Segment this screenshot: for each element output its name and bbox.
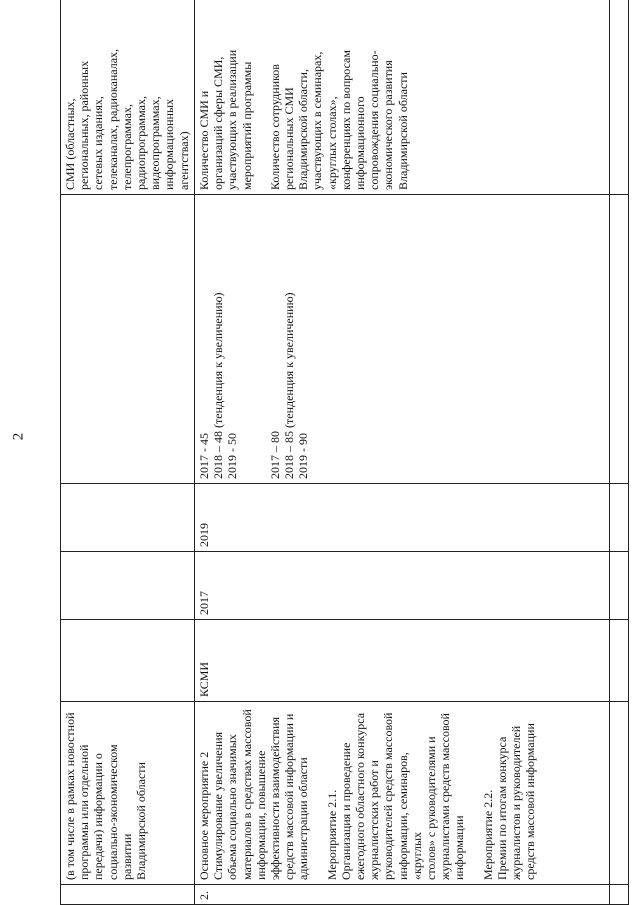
page-number: 2 (10, 432, 27, 441)
table-cell (610, 552, 629, 620)
table-row (61, 0, 195, 905)
table-cell (610, 195, 629, 484)
start-year-cell (61, 552, 195, 620)
table-row (610, 0, 629, 905)
indicator-values-cell (195, 195, 610, 484)
indicator-value-line: 2017 - 45 (197, 433, 211, 479)
event-cell (195, 702, 610, 885)
event-cell (61, 702, 195, 885)
table-cell (610, 702, 629, 885)
indicator-value-line: 2018 – 85 (тенденция к увеличению) (281, 292, 296, 479)
indicator-value-line: 2019 - 90 (296, 433, 311, 479)
main-event-text: Основное мероприятие 2 Стимулирование увеличения объема социально значимых материалов в средствах массовой информации, повышение эффективности взаимодействия средств массовой информации и администрации области (197, 709, 311, 880)
table-row (195, 0, 610, 905)
row-number: 2. (197, 891, 211, 900)
indicator-value-line: 2017 – 80 (267, 431, 282, 479)
indicator-value-line: 2019 - 50 (225, 433, 240, 479)
event-2-2-text: Мероприятие 2.2. Премии по итогам конкурса журналистов и руководителей средств массовой информации (480, 723, 538, 880)
end-year-text: 2019 (197, 523, 211, 547)
indicator-name-2-text: Количество сотрудников региональных СМИ Владимирской области, участвующих в семинарах, «круглых столах», конференциях по вопросам информационного сопровождения социально- экономического развития Владимирской области (267, 50, 410, 190)
indicator-name-1-text: Количество СМИ и организаций сферы СМИ, участвующих в реализации мероприятий программы (197, 49, 254, 190)
table-cell (610, 0, 629, 195)
responsible-text: КСМИ (197, 661, 211, 697)
start-year-text: 2017 (197, 591, 211, 615)
indicator-values-cell (61, 195, 195, 484)
program-events-table (60, 0, 629, 905)
table-cell (610, 885, 629, 905)
indicator-name-text: СМИ (областных, региональных, районных сетевых изданиях, телеканалах, радиоканалах, телепрограммах, радиопрограммах, видеопрограммах, информационных агентствах) (63, 48, 191, 190)
row-number-cell (195, 885, 610, 905)
start-year-cell (195, 552, 610, 620)
rotated-page-content (60, 0, 640, 905)
table-cell (610, 484, 629, 552)
responsible-cell (61, 620, 195, 702)
end-year-cell (195, 484, 610, 552)
table-cell (610, 620, 629, 702)
event-2-1-text: Мероприятие 2.1. Организация и проведение ежегодного областного конкурса журналистских работ и руководителей средств массовой информации, семинаров, «круглых столов» с руководителями и журналистами средств массовой информации (324, 712, 467, 880)
end-year-cell (61, 484, 195, 552)
row-number-cell (61, 885, 195, 905)
indicator-name-cell (61, 0, 195, 195)
indicator-value-line: 2018 – 48 (тенденция к увеличению) (211, 292, 226, 479)
responsible-cell (195, 620, 610, 702)
event-text: (в том числе в рамках новостной программы или отдельной передачи) информации о социально-экономическом развитии Владимирской области (63, 712, 149, 880)
indicator-name-cell (195, 0, 610, 195)
